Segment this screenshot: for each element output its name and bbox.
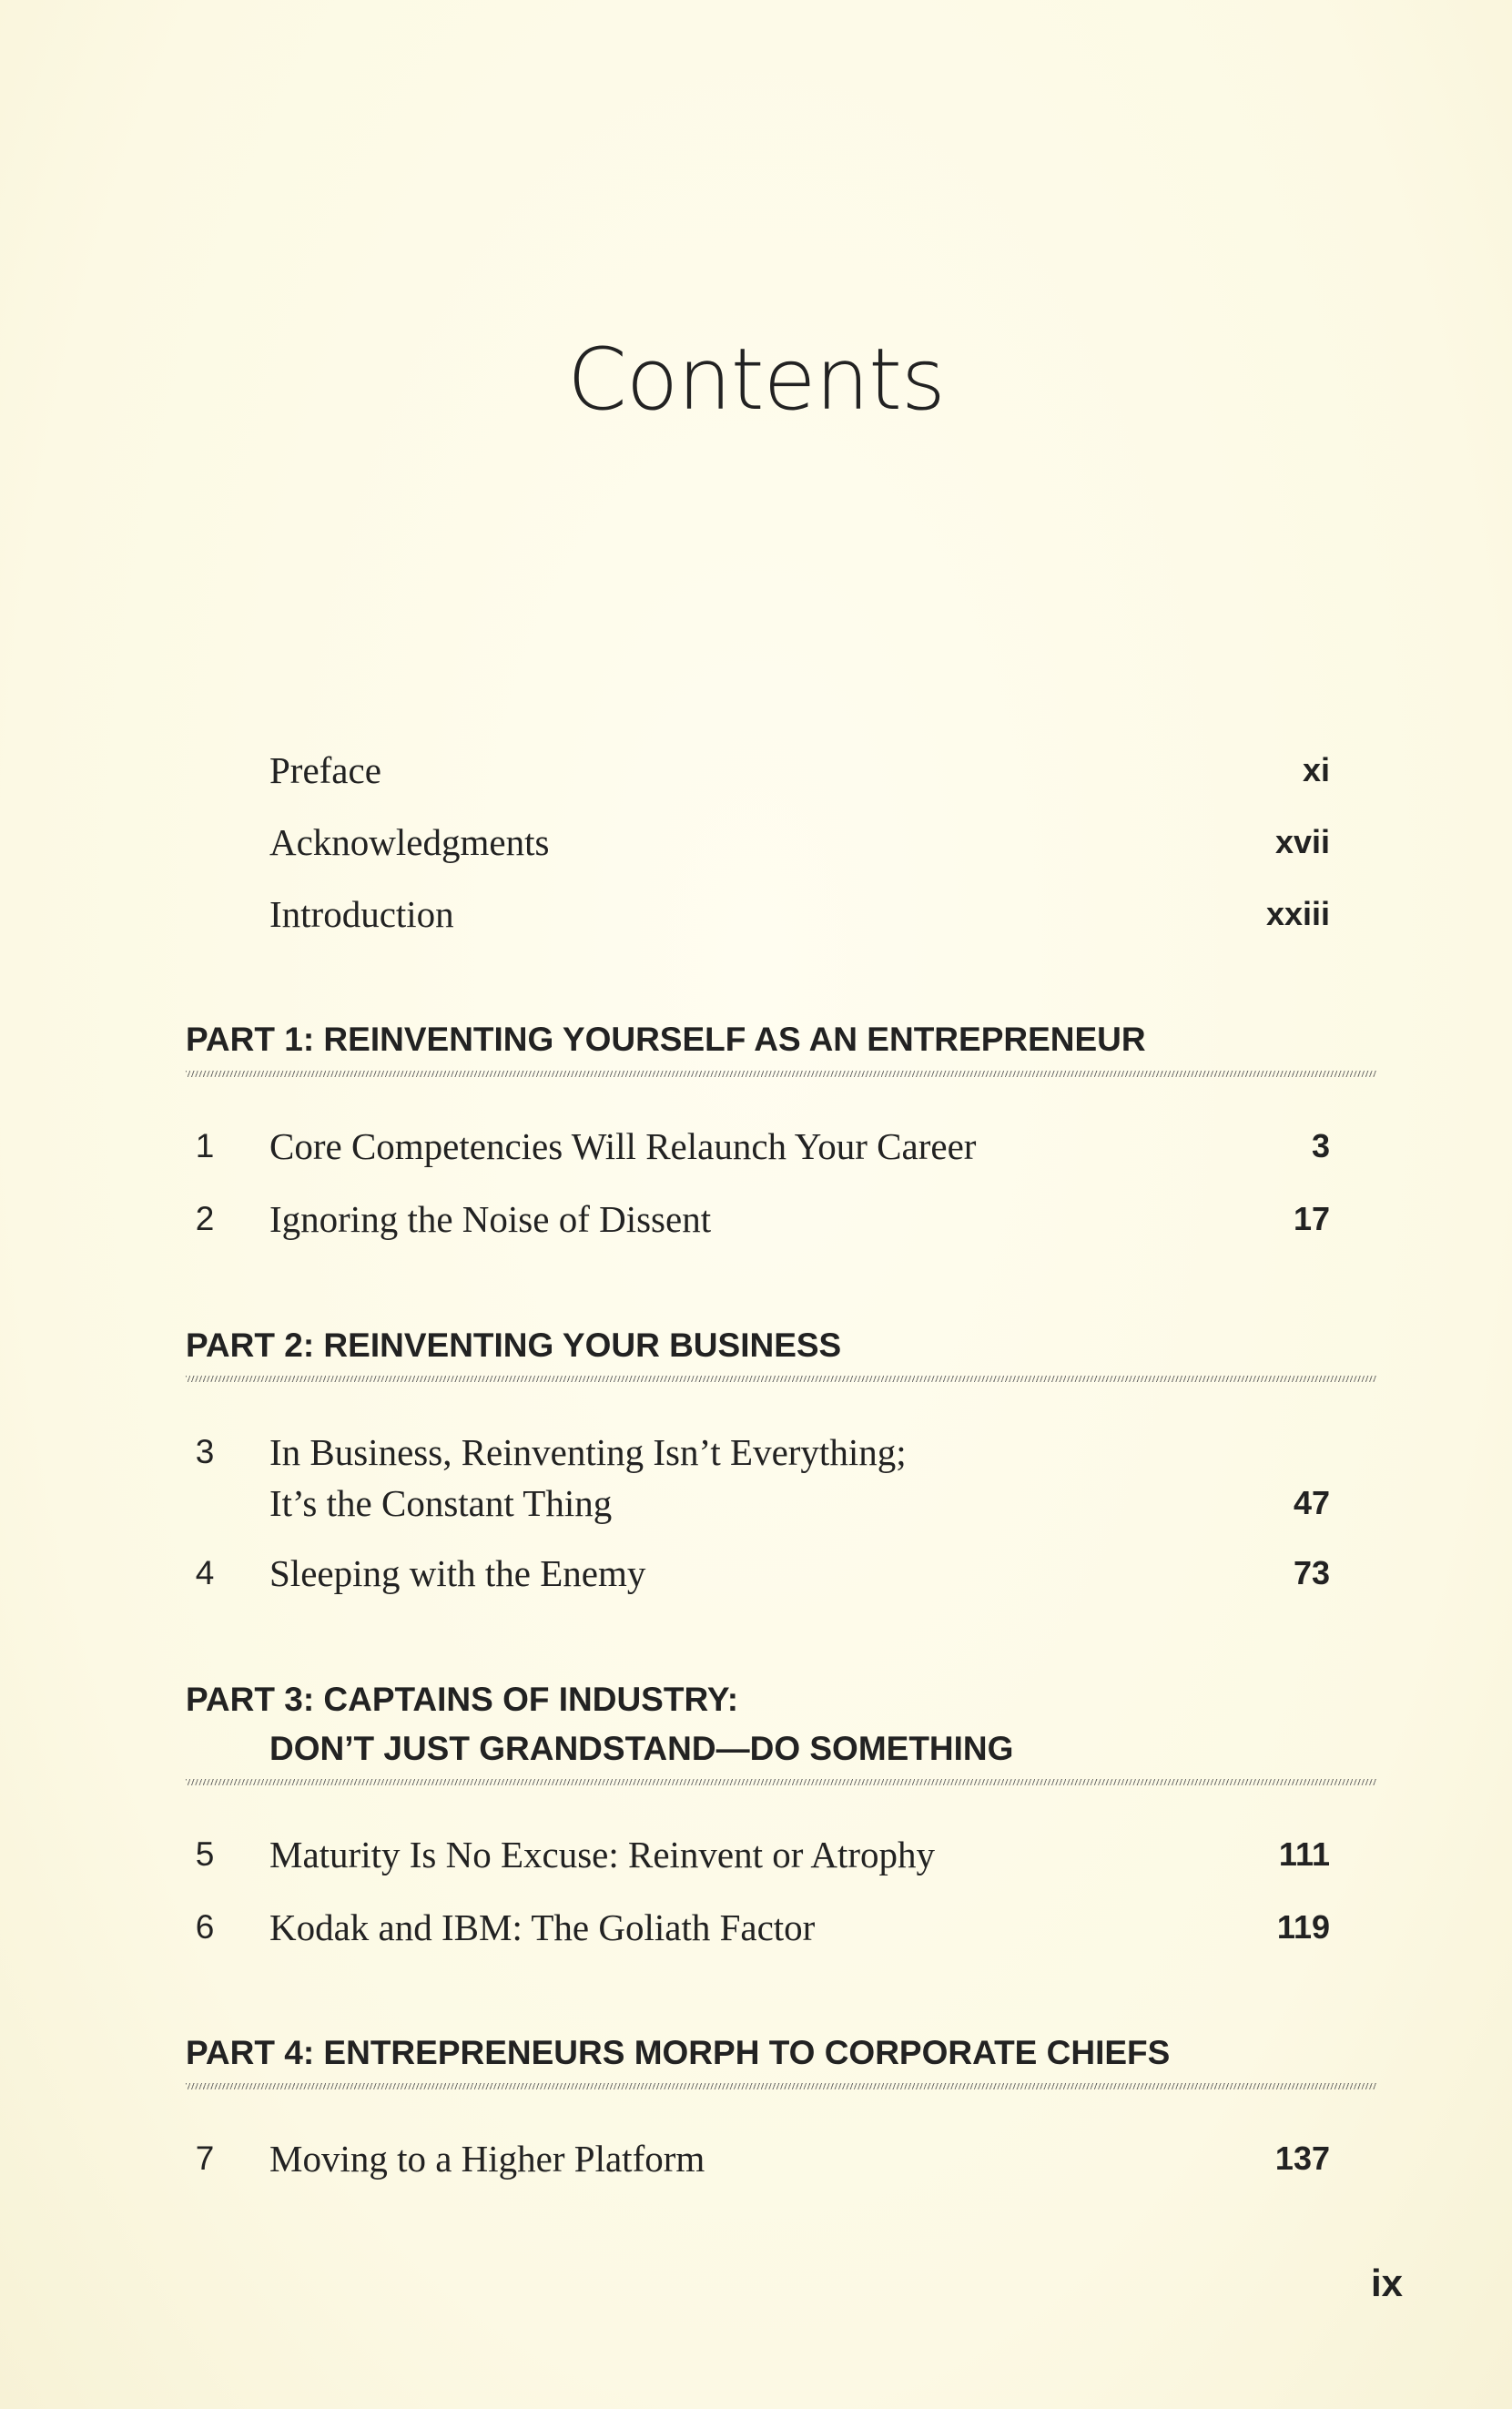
entry-page-number: xvii	[1274, 823, 1330, 860]
toc-entry-preface[interactable]	[0, 745, 1512, 808]
entry-label	[269, 1427, 907, 1529]
chapter-number: 2	[195, 1200, 215, 1237]
part-heading-1	[186, 1015, 1146, 1064]
part-heading-4	[186, 2028, 1170, 2078]
entry-page-number: 137	[1274, 2140, 1330, 2177]
part-heading-text: PART 2: REINVENTING YOUR BUSINESS	[186, 1326, 842, 1364]
toc-entry-chapter-3[interactable]	[0, 1427, 1512, 1536]
entry-label: Acknowledgments	[269, 821, 550, 863]
toc-entry-chapter-7[interactable]	[0, 2133, 1512, 2197]
chapter-number: 6	[195, 1908, 215, 1946]
entry-page-number: 119	[1276, 1908, 1330, 1946]
part-heading-text-line-2: DON’T JUST GRANDSTAND—DO SOMETHING	[269, 1730, 1014, 1767]
toc-entry-introduction[interactable]	[0, 889, 1512, 952]
entry-label-line-2: It’s the Constant Thing	[269, 1482, 613, 1524]
toc-entry-acknowledgments[interactable]	[0, 817, 1512, 880]
page-folio: ix	[1370, 2262, 1403, 2304]
entry-page-number: xi	[1302, 751, 1330, 788]
entry-label: Ignoring the Noise of Dissent	[269, 1198, 712, 1240]
entry-label: Kodak and IBM: The Goliath Factor	[269, 1906, 816, 1948]
chapter-number: 3	[195, 1433, 215, 1470]
entry-page-number: 111	[1278, 1835, 1330, 1873]
page-title: Contents	[567, 330, 945, 430]
entry-label: Introduction	[269, 893, 454, 935]
part-divider	[186, 1071, 1376, 1077]
part-divider	[186, 2083, 1376, 2089]
part-heading-3	[186, 1675, 1013, 1774]
chapter-number: 5	[195, 1835, 215, 1873]
part-divider	[186, 1376, 1376, 1382]
entry-label: Core Competencies Will Relaunch Your Career	[269, 1125, 977, 1167]
entry-page-number: 17	[1293, 1200, 1330, 1237]
entry-label: Maturity Is No Excuse: Reinvent or Atrophy	[269, 1834, 936, 1875]
entry-label: Preface	[269, 749, 381, 791]
chapter-number: 1	[195, 1127, 215, 1164]
part-heading-text: PART 4: ENTREPRENEURS MORPH TO CORPORATE CHIEFS	[186, 2034, 1171, 2071]
entry-page-number: 3	[1311, 1127, 1330, 1164]
entry-label: Sleeping with the Enemy	[269, 1552, 646, 1594]
part-heading-text: PART 1: REINVENTING YOURSELF AS AN ENTREPRENEUR	[186, 1021, 1146, 1058]
part-heading-text: PART 3: CAPTAINS OF INDUSTRY:	[186, 1681, 739, 1718]
entry-page-number: xxiii	[1265, 895, 1330, 932]
chapter-number: 4	[195, 1554, 215, 1591]
part-divider	[186, 1779, 1376, 1785]
part-heading-2	[186, 1321, 841, 1370]
toc-entry-chapter-4[interactable]	[0, 1548, 1512, 1611]
toc-entry-chapter-2[interactable]	[0, 1194, 1512, 1257]
toc-entry-chapter-6[interactable]	[0, 1902, 1512, 1966]
entry-label-line-1: In Business, Reinventing Isn’t Everything;	[269, 1431, 907, 1473]
entry-page-number: 47	[1293, 1484, 1330, 1521]
toc-entry-chapter-1[interactable]	[0, 1121, 1512, 1184]
toc-entry-chapter-5[interactable]	[0, 1829, 1512, 1893]
chapter-number: 7	[195, 2140, 215, 2177]
entry-page-number: 73	[1293, 1554, 1330, 1591]
entry-label: Moving to a Higher Platform	[269, 2138, 705, 2180]
